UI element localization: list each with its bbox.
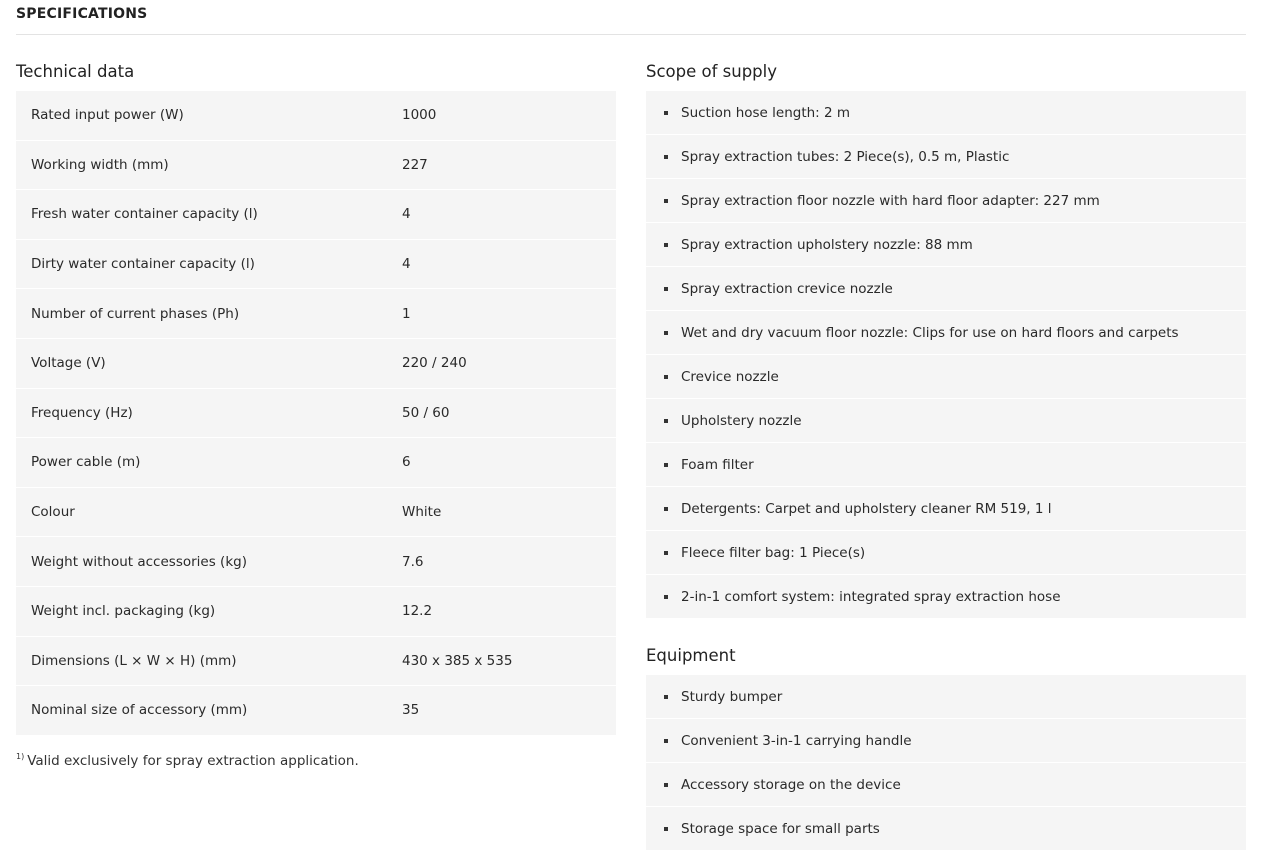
list-item	[646, 267, 1246, 311]
bullet-icon	[664, 199, 668, 203]
row-value: 35	[402, 702, 420, 719]
list-item	[646, 355, 1246, 399]
row-label: Number of current phases (Ph)	[31, 305, 240, 322]
footnote-marker: 1)	[16, 752, 25, 761]
list-item	[646, 531, 1246, 575]
row-value: 7.6	[402, 553, 424, 570]
row-label: Nominal size of accessory (mm)	[31, 702, 248, 719]
row-value: 227	[402, 156, 428, 173]
list-item	[646, 675, 1246, 719]
table-row	[16, 389, 616, 439]
list-item	[646, 487, 1246, 531]
table-row	[16, 686, 616, 736]
row-label: Frequency (Hz)	[31, 404, 133, 421]
technical-data-table	[16, 91, 616, 736]
table-row	[16, 587, 616, 637]
list-item	[646, 807, 1246, 851]
row-label: Weight incl. packaging (kg)	[31, 603, 216, 620]
bullet-icon	[664, 595, 668, 599]
row-label: Weight without accessories (kg)	[31, 553, 247, 570]
title-divider	[16, 34, 1246, 35]
list-item-text: Convenient 3-in-1 carrying handle	[681, 732, 912, 749]
bullet-icon	[664, 155, 668, 159]
bullet-icon	[664, 375, 668, 379]
table-row	[16, 339, 616, 389]
row-label: Colour	[31, 504, 75, 521]
row-value: 6	[402, 454, 411, 471]
table-row	[16, 190, 616, 240]
list-item-text: Detergents: Carpet and upholstery cleaner RM 519, 1 l	[681, 500, 1052, 517]
row-label: Working width (mm)	[31, 156, 169, 173]
list-item	[646, 135, 1246, 179]
table-row	[16, 537, 616, 587]
bullet-icon	[664, 551, 668, 555]
footnote-text: Valid exclusively for spray extraction application.	[27, 753, 359, 769]
row-label: Voltage (V)	[31, 355, 106, 372]
list-item-text: Sturdy bumper	[681, 688, 783, 705]
equipment-heading: Equipment	[646, 646, 736, 665]
table-row	[16, 240, 616, 290]
list-item	[646, 91, 1246, 135]
list-item-text: Spray extraction floor nozzle with hard floor adapter: 227 mm	[681, 192, 1100, 209]
list-item-text: Wet and dry vacuum floor nozzle: Clips for use on hard floors and carpets	[681, 324, 1179, 341]
table-row	[16, 141, 616, 191]
table-row	[16, 91, 616, 141]
row-value: White	[402, 504, 442, 521]
list-item	[646, 223, 1246, 267]
bullet-icon	[664, 695, 668, 699]
list-item-text: Spray extraction tubes: 2 Piece(s), 0.5 m, Plastic	[681, 148, 1010, 165]
equipment-list	[646, 675, 1246, 851]
row-label: Dimensions (L × W × H) (mm)	[31, 652, 237, 669]
list-item	[646, 179, 1246, 223]
row-value: 4	[402, 206, 411, 223]
list-item-text: Spray extraction upholstery nozzle: 88 mm	[681, 236, 973, 253]
table-row	[16, 289, 616, 339]
bullet-icon	[664, 827, 668, 831]
row-value: 430 x 385 x 535	[402, 652, 513, 669]
list-item-text: Upholstery nozzle	[681, 412, 802, 429]
list-item-text: Foam filter	[681, 456, 754, 473]
table-row	[16, 488, 616, 538]
list-item-text: 2-in-1 comfort system: integrated spray extraction hose	[681, 588, 1061, 605]
row-value: 4	[402, 256, 411, 273]
list-item	[646, 311, 1246, 355]
bullet-icon	[664, 111, 668, 115]
row-value: 12.2	[402, 603, 433, 620]
list-item-text: Fleece filter bag: 1 Piece(s)	[681, 544, 866, 561]
list-item-text: Crevice nozzle	[681, 368, 779, 385]
bullet-icon	[664, 739, 668, 743]
bullet-icon	[664, 287, 668, 291]
technical-data-heading: Technical data	[16, 62, 135, 81]
list-item	[646, 763, 1246, 807]
row-value: 1000	[402, 107, 437, 124]
row-value: 220 / 240	[402, 355, 467, 372]
page-title: SPECIFICATIONS	[16, 6, 148, 22]
scope-of-supply-heading: Scope of supply	[646, 62, 778, 81]
row-label: Fresh water container capacity (l)	[31, 206, 258, 223]
list-item-text: Spray extraction crevice nozzle	[681, 280, 893, 297]
list-item-text: Suction hose length: 2 m	[681, 104, 851, 121]
scope-of-supply-list	[646, 91, 1246, 619]
list-item	[646, 443, 1246, 487]
bullet-icon	[664, 463, 668, 467]
list-item-text: Accessory storage on the device	[681, 776, 901, 793]
bullet-icon	[664, 243, 668, 247]
row-label: Rated input power (W)	[31, 107, 184, 124]
table-row	[16, 438, 616, 488]
row-value: 50 / 60	[402, 404, 450, 421]
list-item	[646, 719, 1246, 763]
list-item-text: Storage space for small parts	[681, 820, 880, 837]
bullet-icon	[664, 419, 668, 423]
row-label: Dirty water container capacity (l)	[31, 256, 255, 273]
list-item	[646, 399, 1246, 443]
bullet-icon	[664, 507, 668, 511]
bullet-icon	[664, 331, 668, 335]
row-value: 1	[402, 305, 411, 322]
table-row	[16, 637, 616, 687]
list-item	[646, 575, 1246, 619]
bullet-icon	[664, 783, 668, 787]
row-label: Power cable (m)	[31, 454, 141, 471]
footnote	[16, 752, 359, 769]
